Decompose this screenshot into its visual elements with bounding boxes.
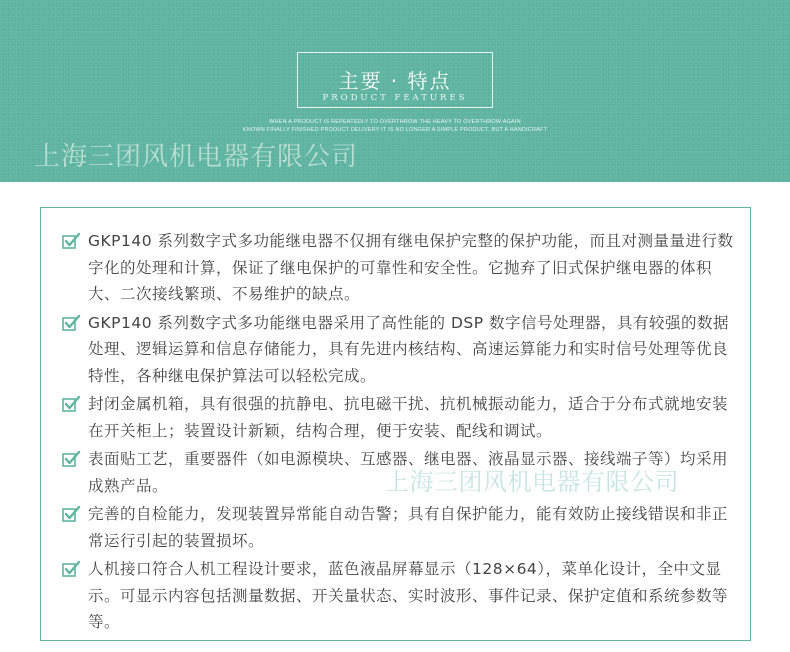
section-title-box: [297, 52, 493, 108]
header-banner: [0, 0, 790, 182]
feature-text: 封闭金属机箱，具有很强的抗静电、抗电磁干扰、抗机械振动能力，适合于分布式就地安装在开关柜上；装置设计新颖，结构合理，便于安装、配线和调试。: [88, 395, 729, 440]
company-watermark: 上海三团风机电器有限公司: [34, 142, 359, 172]
check-icon: [61, 313, 81, 333]
feature-item: [61, 391, 741, 444]
feature-item: [61, 501, 741, 554]
feature-text: GKP140 系列数字式多功能继电器采用了高性能的 DSP 数字信号处理器，具有较强的数据处理、逻辑运算和信息存储能力，具有先进内核结构、高速运算能力和实时信号处理等优良特性，各种继电保护算法可以轻松完成。: [88, 313, 730, 385]
feature-text: 人机接口符合人机工程设计要求，蓝色液晶屏幕显示（128×64），菜单化设计，全中文显示。可显示内容包括测量数据、开关量状态、实时波形、事件记录、保护定值和系统参数等等。: [88, 560, 729, 631]
check-icon: [61, 231, 81, 251]
check-icon: [61, 394, 81, 414]
feature-item: [61, 310, 741, 390]
feature-text: 完善的自检能力，发现装置异常能自动告警；具有自保护能力，能有效防止接线错误和非正常运行引起的装置损坏。: [88, 505, 729, 550]
check-icon: [61, 449, 81, 469]
tagline-line-2: KNOWN FINALLY FINISHED PRODUCT DELIVERY IT IS NO LONGER A SIMPLE PRODUCT, BUT A HANDICRAFT: [242, 127, 548, 133]
features-card: [40, 207, 751, 641]
section-subtitle: PRODUCT FEATURES: [322, 93, 468, 103]
check-icon: [61, 504, 81, 524]
feature-item: [61, 228, 741, 308]
feature-item: [61, 556, 741, 636]
feature-text: GKP140 系列数字式多功能继电器不仅拥有继电保护完整的保护功能，而且对测量量进行数字化的处理和计算，保证了继电保护的可靠性和安全性。它抛弃了旧式保护继电器的体积大、二次接线繁琐、不易维护的缺点。: [88, 232, 734, 303]
check-icon: [61, 559, 81, 579]
tagline-line-1: WHEN A PRODUCT IS REPEATEDLY TO OVERTHROW THE HEAVY TO OVERTHROW AGAIN: [269, 119, 521, 125]
company-watermark-overlay: 上海三团风机电器有限公司: [385, 468, 679, 496]
section-title: 主要 · 特点: [338, 69, 452, 93]
feature-text: 表面贴工艺，重要器件（如电源模块、互感器、继电器、液晶显示器、接线端子等）均采用成熟产品。: [88, 450, 729, 495]
feature-list: [61, 228, 741, 638]
